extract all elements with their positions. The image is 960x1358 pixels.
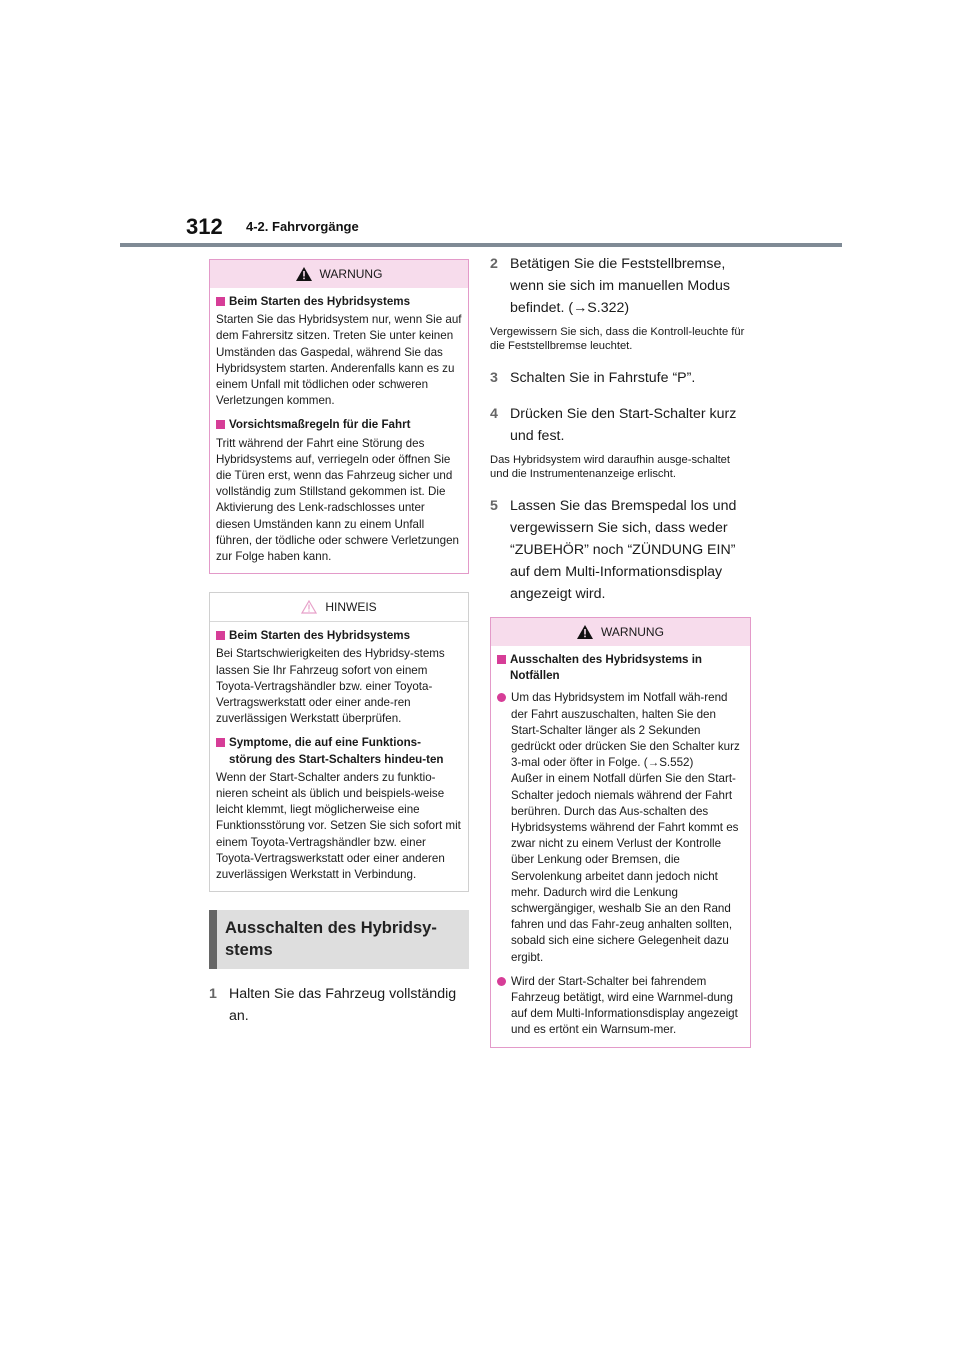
section-heading-text: Ausschalten des Hybridsy-stems bbox=[225, 919, 437, 960]
step-note: Das Hybridsystem wird daraufhin ausge-schaltet und die Instrumentenanzeige erlischt. bbox=[490, 454, 731, 480]
warning-header bbox=[491, 618, 750, 646]
step-number: 2 bbox=[490, 256, 498, 272]
step-text: Lassen Sie das Bremspedal los und vergewissern Sie sich, dass weder “ZUBEHÖR” noch “ZÜNDUNG EIN” auf dem Multi-Informationsdisplay angezeigt wird. bbox=[510, 498, 737, 602]
warning-triangle-icon bbox=[296, 267, 312, 281]
pink-square-icon bbox=[216, 738, 225, 747]
warning-box-start bbox=[209, 259, 469, 574]
warning-subheading: Ausschalten des Hybridsystems in Notfällen bbox=[497, 652, 744, 684]
pink-square-icon bbox=[216, 420, 225, 429]
warning-title: WARNUNG bbox=[601, 625, 664, 639]
warning-triangle-icon bbox=[577, 625, 593, 639]
warning-paragraph: Starten Sie das Hybridsystem nur, wenn Sie auf dem Fahrersitz sitzen. Treten Sie unter keinen Umständen das Gaspedal, während Sie das Hybridsystem starten. Anderenfalls kann es zu einem Unfall mit tödlichen oder schweren Verletzungen kommen. bbox=[216, 313, 462, 408]
step-text: Schalten Sie in Fahrstufe “P”. bbox=[510, 370, 696, 386]
step-text: Halten Sie das Fahrzeug vollständig an. bbox=[229, 986, 457, 1025]
warning-header bbox=[210, 260, 468, 288]
pink-square-icon bbox=[497, 655, 506, 664]
list-item: Um das Hybridsystem im Notfall wäh-rend der Fahrt auszuschalten, halten Sie den Start-Schalter länger als 2 Sekunden gedrückt oder drücken Sie den Schalter kurz 3-mal oder öfter in Folge. (→S.552) Außer in einem Notfall dürfen Sie den Start-Schalter jedoch niemals während der Fahrt berühren. Durch das Aus-schalten des Hybridsystems während der Fahrt kommt es zwar nicht zu einem Verlust der Kontrolle über Lenkung oder Bremsen, die Servolenkung arbeitet dann jedoch nicht mehr. Dadurch wird die Lenkung schwergängiger, weshalb Sie an den Rand fahren und das Fahr-zeug anhalten sollten, sobald sich eine sichere Gelegenheit dazu ergibt. bbox=[497, 690, 744, 965]
pink-dot-icon bbox=[497, 977, 506, 986]
pink-dot-icon bbox=[497, 693, 506, 702]
header-rule bbox=[120, 243, 842, 247]
step-number: 5 bbox=[490, 498, 498, 514]
step-1 bbox=[209, 983, 469, 1027]
warning-subheading: Beim Starten des Hybridsystems bbox=[216, 294, 462, 310]
warning-paragraph: Tritt während der Fahrt eine Störung des Hybridsystems auf, verriegeln oder öffnen Sie die Türen erst, wenn das Fahrzeug sicher und vollständig zum Stillstand gekommen ist. Die Aktivierung des Lenk-radschlosses unter diesen Umständen kann zu einem Unfall führen, der tödliche oder schwere Verletzungen zur Folge haben kann. bbox=[216, 436, 459, 564]
heading-accent-bar bbox=[209, 910, 217, 969]
list-item: Wird der Start-Schalter bei fahrendem Fahrzeug betätigt, wird eine Warnmel-dung auf dem Multi-Informationsdisplay angezeigt und es ertönt ein Warnsum-mer. bbox=[497, 974, 744, 1039]
pink-square-icon bbox=[216, 297, 225, 306]
step-5 bbox=[490, 495, 751, 605]
section-heading bbox=[209, 910, 469, 969]
step-note: Vergewissern Sie sich, dass die Kontroll-leuchte für die Feststellbremse leuchtet. bbox=[490, 326, 745, 352]
right-column bbox=[490, 253, 751, 1066]
warning-title: WARNUNG bbox=[319, 267, 383, 281]
warning-box-shutdown bbox=[490, 617, 751, 1048]
note-box bbox=[209, 592, 469, 892]
left-column bbox=[209, 259, 469, 1027]
note-header bbox=[210, 593, 468, 622]
step-text: Drücken Sie den Start-Schalter kurz und fest. bbox=[510, 406, 737, 444]
note-title: HINWEIS bbox=[325, 600, 377, 615]
note-paragraph: Bei Startschwierigkeiten des Hybridsy-stems lassen Sie Ihr Fahrzeug sofort von einem Toyota-Vertragshändler bzw. einer Toyota-Vertragswerkstatt oder einer ande-ren zuverlässigen Werkstatt überprüfen. bbox=[216, 647, 445, 726]
step-text: Betätigen Sie die Feststellbremse, wenn sie sich im manuellen Modus befindet. (→S.322) bbox=[510, 256, 731, 316]
step-4 bbox=[490, 403, 751, 447]
section-title: 4-2. Fahrvorgänge bbox=[246, 219, 359, 234]
note-paragraph: Wenn der Start-Schalter anders zu funktio-nieren scheint als üblich und beispiels-weise leicht klemmt, liegt möglicherweise eine Funktionsstörung vor. Setzen Sie sich sofort mit einem Toyota-Vertragshändler bzw. einer Toyota-Vertragswerkstatt oder einer anderen zuverlässigen Werkstatt in Verbindung. bbox=[216, 770, 461, 882]
note-subheading: Symptome, die auf eine Funktions-störung des Start-Schalters hindeu-ten bbox=[216, 735, 462, 767]
caution-triangle-outline-icon bbox=[301, 600, 317, 614]
step-number: 4 bbox=[490, 406, 498, 422]
step-3 bbox=[490, 367, 751, 389]
note-subheading: Beim Starten des Hybridsystems bbox=[216, 628, 462, 644]
page-number: 312 bbox=[186, 214, 223, 239]
pink-square-icon bbox=[216, 631, 225, 640]
warning-subheading: Vorsichtsmaßregeln für die Fahrt bbox=[216, 417, 462, 433]
step-number: 1 bbox=[209, 986, 217, 1003]
step-2 bbox=[490, 253, 751, 319]
step-number: 3 bbox=[490, 370, 498, 386]
